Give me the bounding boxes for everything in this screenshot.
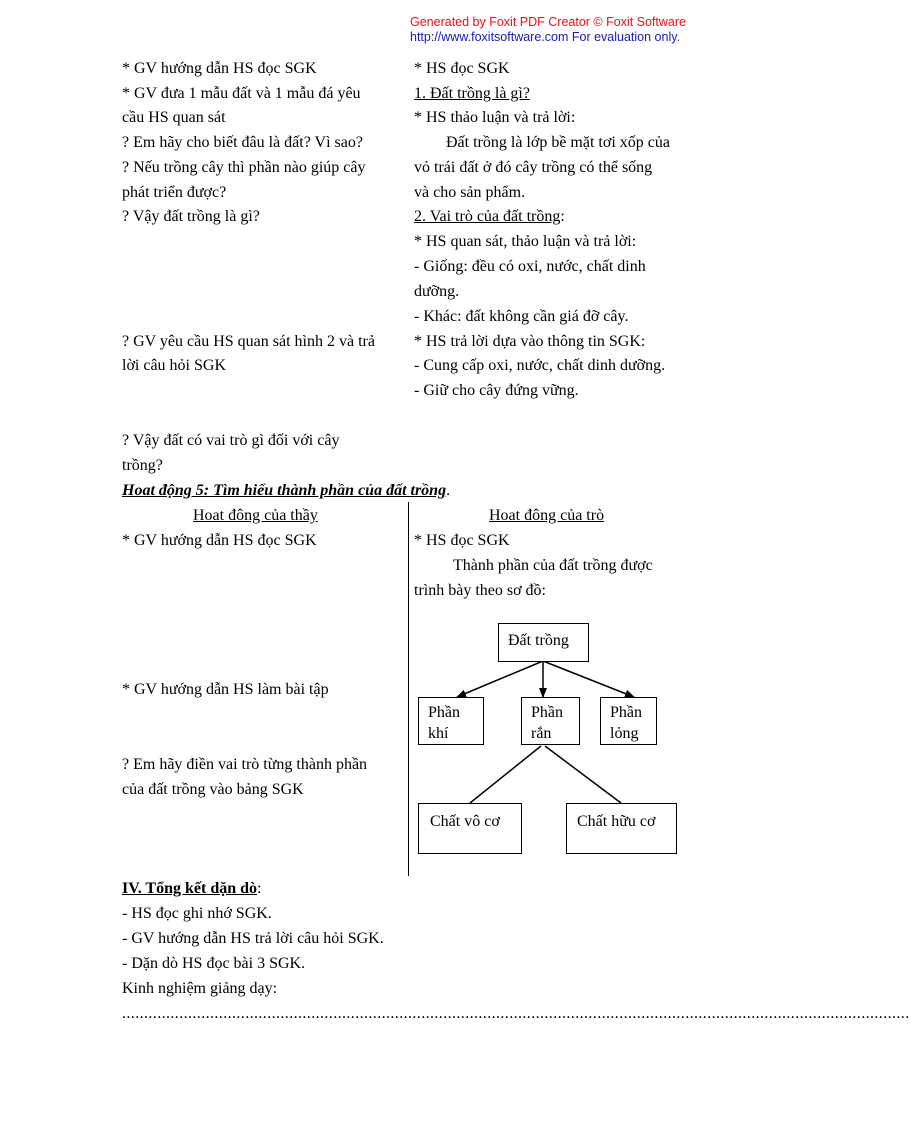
teacher-line: ? Vậy đất trồng là gì? [122,208,260,225]
teacher-line: ? Em hãy cho biết đâu là đất? Vì sao? [122,134,363,151]
line-to-organic [545,746,621,803]
activity-5-heading-period: . [446,482,451,499]
teacher-line: ? GV yêu cầu HS quan sát hình 2 và trả [122,333,375,350]
arrow-to-liquid [543,661,634,697]
student-line: - Cung cấp oxi, nước, chất dinh dưỡng. [414,357,666,374]
watermark-line-2: http://www.foxitsoftware.com For evaluation only. [410,30,681,44]
student-line: trình bày theo sơ đồ: [414,582,546,599]
student-line: * HS đọc SGK [414,532,510,549]
diagram-node-label: Chất vô cơ [430,813,500,830]
diagram-node-liquid [600,697,657,745]
teacher-line: trồng? [122,457,163,474]
student-line: và cho sản phẩm. [414,184,526,201]
teacher-line: cầu HS quan sát [122,109,226,126]
summary-line: - Dặn dò HS đọc bài 3 SGK. [122,955,306,972]
teacher-line: ? Vậy đất có vai trò gì đối với cây [122,432,340,449]
teacher-line: phát triển được? [122,184,227,201]
diagram-node-gas [418,697,484,745]
teacher-line: ? Em hãy điền vai trò từng thành phần [122,756,368,773]
teacher-line: * GV hướng dẫn HS làm bài tập [122,681,329,698]
student-line: * HS thảo luận và trả lời: [414,109,576,126]
summary-heading-text: IV. Tổng kết dặn dò [122,880,258,897]
teacher-line: * GV hướng dẫn HS đọc SGK [122,532,317,549]
diagram-node-label: Phần rắn [531,704,563,742]
student-line: * HS quan sát, thảo luận và trả lời: [414,233,637,250]
teacher-line: * GV đưa 1 mẫu đất và 1 mẫu đá yêu [122,85,361,102]
student-line: Đất trồng là lớp bề mặt tơi xốp của [446,134,670,151]
summary-heading-colon: : [257,880,262,897]
column-header-teacher: Hoat đông của thầy [193,507,318,524]
diagram-node-label: Đất trồng [508,632,569,649]
diagram-node-inorganic [418,803,522,854]
teacher-line: ? Nếu trồng cây thì phần nào giúp cây [122,159,366,176]
student-line: Thành phần của đất trồng được [453,557,653,574]
teacher-line: của đất trồng vào bảng SGK [122,781,304,798]
teacher-line: * GV hướng dẫn HS đọc SGK [122,60,317,77]
summary-heading [122,879,261,899]
subheading-colon: : [560,208,565,225]
summary-line: - GV hướng dẫn HS trả lời câu hỏi SGK. [122,930,384,947]
student-line: - Giữ cho cây đứng vững. [414,382,579,399]
student-line: * HS đọc SGK [414,60,510,77]
diagram-node-label: Phần khí [428,704,460,742]
student-line: dưỡng. [414,283,460,300]
line-to-inorganic [470,746,541,803]
activity-5-heading-text: Hoat động 5: Tìm hiểu thành phần của đất trồng [122,482,447,499]
diagram-node-organic [566,803,677,854]
diagram-node-label: Chất hữu cơ [577,813,656,830]
diagram-node-solid [521,697,580,745]
watermark-line-1: Generated by Foxit PDF Creator © Foxit Software [410,15,686,29]
teacher-line: lời câu hỏi SGK [122,357,227,374]
subheading-soil-role-text: 2. Vai trò của đất trồng [414,208,561,225]
diagram-node-soil [498,623,589,662]
student-line: vỏ trái đất ở đó cây trồng có thể sống [414,159,653,176]
student-line: - Giống: đều có oxi, nước, chất dinh [414,258,646,275]
dotted-fill-line: ................................................................................................................................................................................... [122,1005,910,1022]
diagram-node-label: Phần lỏng [610,704,642,742]
student-line: * HS trả lời dựa vào thông tin SGK: [414,333,646,350]
arrow-to-gas [457,661,543,697]
column-header-student: Hoat đông của trò [489,507,605,524]
student-line: - Khác: đất không cần giá đỡ cây. [414,308,629,325]
teaching-experience-label: Kinh nghiệm giảng dạy: [122,980,278,997]
subheading-what-is-soil: 1. Đất trồng là gì? [414,85,530,102]
summary-line: - HS đọc ghi nhớ SGK. [122,905,272,922]
